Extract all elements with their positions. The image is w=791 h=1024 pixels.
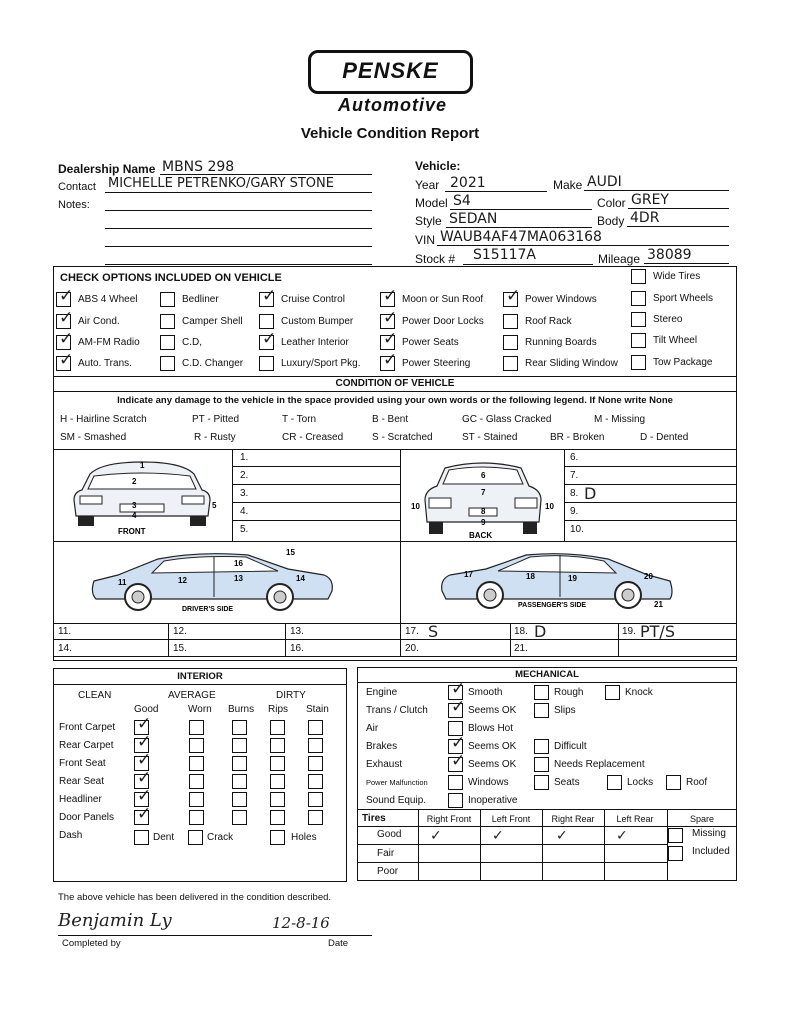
checkmark-icon: ✓ xyxy=(137,786,152,806)
interior-checkbox[interactable] xyxy=(270,774,285,789)
mech-option-label: Knock xyxy=(625,687,653,698)
legend-item: R - Rusty xyxy=(194,432,236,443)
checkmark-icon: ✓ xyxy=(556,828,568,844)
spare-checkbox[interactable] xyxy=(668,846,683,861)
pass-area-17: 17 xyxy=(464,570,473,579)
tire-column: Left Rear xyxy=(616,814,654,824)
tire-column: Right Rear xyxy=(551,814,595,824)
interior-checkbox[interactable] xyxy=(189,720,204,735)
back-area-6: 6 xyxy=(481,471,486,480)
option-label: C.D, xyxy=(182,337,202,348)
front-area-3: 3 xyxy=(132,501,137,510)
option-checkbox[interactable] xyxy=(259,314,274,329)
checkmark-icon: ✓ xyxy=(137,804,152,824)
option-label: Power Door Locks xyxy=(402,316,484,327)
interior-level: DIRTY xyxy=(276,690,306,701)
checkmark-icon: ✓ xyxy=(137,768,152,788)
option-checkbox[interactable] xyxy=(380,286,398,307)
dash-checkbox[interactable] xyxy=(188,830,203,845)
option-label: Air Cond. xyxy=(78,316,120,327)
date-label: Date xyxy=(328,938,349,949)
driver-area-15: 15 xyxy=(286,548,295,557)
option-checkbox[interactable] xyxy=(56,350,74,371)
mech-checkbox[interactable] xyxy=(534,739,549,754)
spare-option-label: Missing xyxy=(692,828,726,839)
interior-row-label: Rear Carpet xyxy=(59,740,114,751)
interior-checkbox[interactable] xyxy=(270,738,285,753)
interior-column: Rips xyxy=(268,704,289,715)
slot-label: 18. xyxy=(514,626,528,637)
checkmark-icon: ✓ xyxy=(451,751,466,771)
driver-area-11: 11 xyxy=(118,578,127,587)
checkmark-icon: ✓ xyxy=(616,828,628,844)
interior-checkbox[interactable] xyxy=(308,810,323,825)
slot-label: 4. xyxy=(240,506,249,517)
option-checkbox[interactable] xyxy=(503,335,518,350)
contact-label: Contact xyxy=(58,181,96,193)
tires-label: Tires xyxy=(362,813,386,824)
slot-label: 2. xyxy=(240,470,249,481)
interior-checkbox[interactable] xyxy=(189,738,204,753)
mech-checkbox[interactable] xyxy=(666,775,681,790)
vin-label: VIN xyxy=(415,233,436,247)
logo-sub: Automotive xyxy=(338,95,447,115)
checkmark-icon: ✓ xyxy=(383,308,398,328)
year-value: 2021 xyxy=(450,175,486,191)
dealership-value: MBNS 298 xyxy=(162,159,235,175)
back-area-8: 8 xyxy=(481,507,486,516)
slot-label: 1. xyxy=(240,452,249,463)
option-checkbox[interactable] xyxy=(160,292,175,307)
stock-value: S15117A xyxy=(473,247,536,263)
checkmark-icon: ✓ xyxy=(383,286,398,306)
legend-item: CR - Creased xyxy=(282,432,344,443)
slot-label: 7. xyxy=(570,470,579,481)
mech-option-label: Slips xyxy=(554,705,576,716)
interior-level: AVERAGE xyxy=(168,690,216,701)
logo-brand: PENSKE xyxy=(342,58,439,83)
color-label: Color xyxy=(597,196,626,210)
tire-column: Left Front xyxy=(491,814,531,824)
vehicle-heading: Vehicle: xyxy=(415,159,461,173)
slot-label: 5. xyxy=(240,524,249,535)
make-value: AUDI xyxy=(587,174,622,190)
interior-row-label: Headliner xyxy=(59,794,102,805)
option-label: Running Boards xyxy=(525,337,597,348)
checkmark-icon: ✓ xyxy=(137,714,152,734)
option-label: Leather Interior xyxy=(281,337,349,348)
legend-item: ST - Stained xyxy=(462,432,518,443)
mech-option-label: Seems OK xyxy=(468,759,517,770)
slot-label: 10. xyxy=(570,524,584,535)
condition-heading: CONDITION OF VEHICLE xyxy=(335,378,455,389)
interior-checkbox[interactable] xyxy=(308,774,323,789)
slot-label: 14. xyxy=(58,643,72,654)
option-label: C.D. Changer xyxy=(182,358,244,369)
option-checkbox[interactable] xyxy=(259,286,277,307)
tire-column: Right Front xyxy=(426,814,472,824)
interior-checkbox[interactable] xyxy=(270,810,285,825)
dash-checkbox[interactable] xyxy=(134,830,149,845)
option-checkbox[interactable] xyxy=(503,286,521,307)
option-label: Roof Rack xyxy=(525,316,572,327)
slot-label: 19. xyxy=(622,626,636,637)
mech-checkbox[interactable] xyxy=(534,703,549,718)
spare-checkbox[interactable] xyxy=(668,828,683,843)
slot-label: 8. xyxy=(570,488,579,499)
slot-label: 20. xyxy=(405,643,419,654)
make-label: Make xyxy=(553,178,583,192)
dash-option-label: Dent xyxy=(153,832,175,843)
option-checkbox[interactable] xyxy=(631,333,646,348)
back-area-10-left: 10 xyxy=(411,502,420,511)
mech-checkbox[interactable] xyxy=(448,697,466,718)
option-checkbox[interactable] xyxy=(259,329,277,350)
option-label: Stereo xyxy=(653,314,683,325)
option-checkbox[interactable] xyxy=(160,314,175,329)
mech-row-label: Exhaust xyxy=(366,759,403,770)
option-label: Power Seats xyxy=(402,337,459,348)
spare-option-label: Included xyxy=(692,846,730,857)
slot-label: 17. xyxy=(405,626,419,637)
tire-column: Spare xyxy=(689,814,715,824)
mech-row-label: Engine xyxy=(366,687,398,698)
option-label: Sport Wheels xyxy=(653,293,714,304)
driver-side-diagram xyxy=(88,547,338,617)
interior-checkbox[interactable] xyxy=(232,756,247,771)
legend-item: SM - Smashed xyxy=(60,432,127,443)
signature: Benjamin Ly xyxy=(58,910,172,931)
option-label: Cruise Control xyxy=(281,294,345,305)
checkmark-icon: ✓ xyxy=(137,750,152,770)
option-label: AM-FM Radio xyxy=(78,337,140,348)
option-label: Wide Tires xyxy=(653,271,701,282)
interior-checkbox[interactable] xyxy=(270,792,285,807)
checkmark-icon: ✓ xyxy=(383,350,398,370)
interior-column: Worn xyxy=(188,704,212,715)
checkmark-icon: ✓ xyxy=(451,733,466,753)
slot-label: 3. xyxy=(240,488,249,499)
style-label: Style xyxy=(415,214,442,228)
checkmark-icon: ✓ xyxy=(59,286,74,306)
front-label: FRONT xyxy=(118,527,146,536)
legend-item: S - Scratched xyxy=(372,432,433,443)
checkmark-icon: ✓ xyxy=(506,286,521,306)
mech-option-label: Windows xyxy=(468,777,509,788)
interior-checkbox[interactable] xyxy=(189,756,204,771)
slot-label: 12. xyxy=(173,626,187,637)
interior-checkbox[interactable] xyxy=(232,720,247,735)
interior-checkbox[interactable] xyxy=(134,804,152,825)
option-label: Custom Bumper xyxy=(281,316,354,327)
mech-option-label: Seems OK xyxy=(468,705,517,716)
vin-value: WAUB4AF47MA063168 xyxy=(440,229,602,245)
body-value: 4DR xyxy=(630,210,660,226)
legend-item: GC - Glass Cracked xyxy=(462,414,552,425)
checkmark-icon: ✓ xyxy=(59,329,74,349)
option-checkbox[interactable] xyxy=(631,269,646,284)
back-view-diagram xyxy=(405,456,560,540)
option-label: ABS 4 Wheel xyxy=(78,294,138,305)
interior-checkbox[interactable] xyxy=(308,720,323,735)
passenger-side-diagram xyxy=(438,547,678,619)
mech-option-label: Locks xyxy=(627,777,654,788)
slot-18-value: D xyxy=(534,622,547,641)
option-checkbox[interactable] xyxy=(259,356,274,371)
completed-by-label: Completed by xyxy=(62,938,121,949)
checkmark-icon: ✓ xyxy=(430,828,442,844)
model-value: S4 xyxy=(453,193,471,209)
interior-row-label: Front Seat xyxy=(59,758,106,769)
interior-checkbox[interactable] xyxy=(232,774,247,789)
mech-checkbox[interactable] xyxy=(448,775,463,790)
mech-row-label: Sound Equip. xyxy=(366,795,427,806)
tire-row-label: Good xyxy=(377,829,402,840)
contact-value: MICHELLE PETRENKO/GARY STONE xyxy=(108,176,334,191)
body-label: Body xyxy=(597,214,625,228)
mech-checkbox[interactable] xyxy=(607,775,622,790)
option-checkbox[interactable] xyxy=(160,356,175,371)
slot-label: 9. xyxy=(570,506,579,517)
page-title: Vehicle Condition Report xyxy=(300,125,480,142)
interior-row-label: Rear Seat xyxy=(59,776,105,787)
back-area-9: 9 xyxy=(481,518,486,527)
interior-checkbox[interactable] xyxy=(189,792,204,807)
slot-8-value: D xyxy=(584,484,597,503)
mech-checkbox[interactable] xyxy=(534,685,549,700)
back-area-10-right: 10 xyxy=(545,502,554,511)
option-checkbox[interactable] xyxy=(380,308,398,329)
front-area-2: 2 xyxy=(132,477,137,486)
legend-item: PT - Pitted xyxy=(192,414,240,425)
legend-item: B - Bent xyxy=(372,414,409,425)
interior-row-label: Door Panels xyxy=(59,812,115,823)
legend-item: H - Hairline Scratch xyxy=(60,414,147,425)
option-label: Tilt Wheel xyxy=(653,335,698,346)
option-label: Rear Sliding Window xyxy=(525,358,618,369)
year-label: Year xyxy=(415,178,440,192)
option-checkbox[interactable] xyxy=(56,329,74,350)
option-label: Moon or Sun Roof xyxy=(402,294,484,305)
mech-option-label: Smooth xyxy=(468,687,503,698)
front-area-1: 1 xyxy=(140,461,145,470)
driver-area-14: 14 xyxy=(296,574,305,583)
mechanical-heading: MECHANICAL xyxy=(515,669,579,680)
option-label: Camper Shell xyxy=(182,316,243,327)
delivery-statement: The above vehicle has been delivered in the condition described. xyxy=(58,892,332,903)
driver-area-16: 16 xyxy=(234,559,243,568)
checkmark-icon: ✓ xyxy=(451,697,466,717)
option-checkbox[interactable] xyxy=(503,356,518,371)
condition-instruction: Indicate any damage to the vehicle in the space provided using your own words or the following legend. If None write None xyxy=(117,395,673,406)
notes-label: Notes: xyxy=(58,199,90,211)
front-view-diagram xyxy=(62,456,222,538)
mech-checkbox[interactable] xyxy=(534,757,549,772)
options-heading: CHECK OPTIONS INCLUDED ON VEHICLE xyxy=(60,272,282,284)
back-area-7: 7 xyxy=(481,488,486,497)
legend-item: D - Dented xyxy=(640,432,689,443)
slot-label: 13. xyxy=(290,626,304,637)
option-checkbox[interactable] xyxy=(380,329,398,350)
option-checkbox[interactable] xyxy=(56,286,74,307)
option-checkbox[interactable] xyxy=(503,314,518,329)
mech-row-label: Trans / Clutch xyxy=(366,705,428,716)
slot-label: 21. xyxy=(514,643,528,654)
interior-column: Good xyxy=(134,704,159,715)
checkmark-icon: ✓ xyxy=(59,350,74,370)
slot-label: 11. xyxy=(58,626,72,637)
option-label: Tow Package xyxy=(653,357,713,368)
mech-option-label: Roof xyxy=(686,777,708,788)
interior-level: CLEAN xyxy=(78,690,112,701)
mech-option-label: Inoperative xyxy=(468,795,518,806)
checkmark-icon: ✓ xyxy=(492,828,504,844)
interior-column: Burns xyxy=(228,704,255,715)
pass-area-19: 19 xyxy=(568,574,577,583)
legend-item: T - Torn xyxy=(282,414,317,425)
option-checkbox[interactable] xyxy=(631,291,646,306)
interior-checkbox[interactable] xyxy=(189,774,204,789)
slot-label: 6. xyxy=(570,452,579,463)
mech-row-label: Brakes xyxy=(366,741,398,752)
model-label: Model xyxy=(415,196,448,210)
mech-checkbox[interactable] xyxy=(605,685,620,700)
style-value: SEDAN xyxy=(449,211,498,227)
slot-19-value: PT/S xyxy=(640,622,675,641)
option-label: Auto. Trans. xyxy=(78,358,132,369)
interior-row-label: Front Carpet xyxy=(59,722,116,733)
option-label: Power Steering xyxy=(402,358,471,369)
interior-checkbox[interactable] xyxy=(270,720,285,735)
dash-checkbox[interactable] xyxy=(270,830,285,845)
mech-row-label: Power Malfunction xyxy=(366,778,428,787)
pass-area-20: 20 xyxy=(644,572,653,581)
mech-option-label: Needs Replacement xyxy=(554,759,645,770)
color-value: GREY xyxy=(631,192,669,208)
driver-area-13: 13 xyxy=(234,574,243,583)
interior-checkbox[interactable] xyxy=(232,810,247,825)
mech-option-label: Difficult xyxy=(554,741,587,752)
tire-row-label: Fair xyxy=(377,848,395,859)
interior-heading: INTERIOR xyxy=(177,671,223,682)
mileage-label: Mileage xyxy=(598,252,641,266)
mech-option-label: Seems OK xyxy=(468,741,517,752)
mech-row-label: Air xyxy=(366,723,379,734)
option-label: Bedliner xyxy=(182,294,219,305)
driver-area-12: 12 xyxy=(178,576,187,585)
interior-checkbox[interactable] xyxy=(308,738,323,753)
pass-area-18: 18 xyxy=(526,572,535,581)
legend-item: BR - Broken xyxy=(550,432,605,443)
checkmark-icon: ✓ xyxy=(59,308,74,328)
dealership-label: Dealership Name xyxy=(58,162,156,176)
mech-option-label: Blows Hot xyxy=(468,723,514,734)
checkmark-icon: ✓ xyxy=(262,286,277,306)
checkmark-icon: ✓ xyxy=(137,732,152,752)
passenger-label: PASSENGER'S SIDE xyxy=(518,602,587,609)
front-area-4: 4 xyxy=(132,511,137,520)
option-checkbox[interactable] xyxy=(160,335,175,350)
interior-checkbox[interactable] xyxy=(232,792,247,807)
interior-column: Stain xyxy=(306,704,329,715)
checkmark-icon: ✓ xyxy=(262,329,277,349)
checkmark-icon: ✓ xyxy=(451,679,466,699)
back-label: BACK xyxy=(469,531,493,540)
stock-label: Stock # xyxy=(415,252,456,266)
slot-17-value: S xyxy=(428,622,439,641)
slot-label: 15. xyxy=(173,643,187,654)
dash-option-label: Holes xyxy=(291,832,317,843)
interior-checkbox[interactable] xyxy=(308,792,323,807)
dash-label: Dash xyxy=(59,830,83,841)
interior-checkbox[interactable] xyxy=(308,756,323,771)
dash-option-label: Crack xyxy=(207,832,234,843)
pass-area-21: 21 xyxy=(654,600,663,609)
interior-checkbox[interactable] xyxy=(189,810,204,825)
mech-checkbox[interactable] xyxy=(534,775,549,790)
mech-checkbox[interactable] xyxy=(448,751,466,772)
legend-item: M - Missing xyxy=(594,414,646,425)
driver-label: DRIVER'S SIDE xyxy=(182,606,234,613)
option-checkbox[interactable] xyxy=(56,308,74,329)
mech-option-label: Rough xyxy=(554,687,584,698)
tire-row-label: Poor xyxy=(377,866,399,877)
option-checkbox[interactable] xyxy=(380,350,398,371)
option-label: Power Windows xyxy=(525,294,597,305)
date-value: 12-8-16 xyxy=(272,914,330,932)
option-checkbox[interactable] xyxy=(631,355,646,370)
front-area-5: 5 xyxy=(212,501,217,510)
logo xyxy=(308,50,473,94)
checkmark-icon: ✓ xyxy=(383,329,398,349)
option-checkbox[interactable] xyxy=(631,312,646,327)
mileage-value: 38089 xyxy=(647,247,692,263)
option-label: Luxury/Sport Pkg. xyxy=(281,358,361,369)
interior-checkbox[interactable] xyxy=(232,738,247,753)
mech-checkbox[interactable] xyxy=(448,793,463,808)
interior-checkbox[interactable] xyxy=(270,756,285,771)
slot-label: 16. xyxy=(290,643,304,654)
mech-option-label: Seats xyxy=(554,777,580,788)
